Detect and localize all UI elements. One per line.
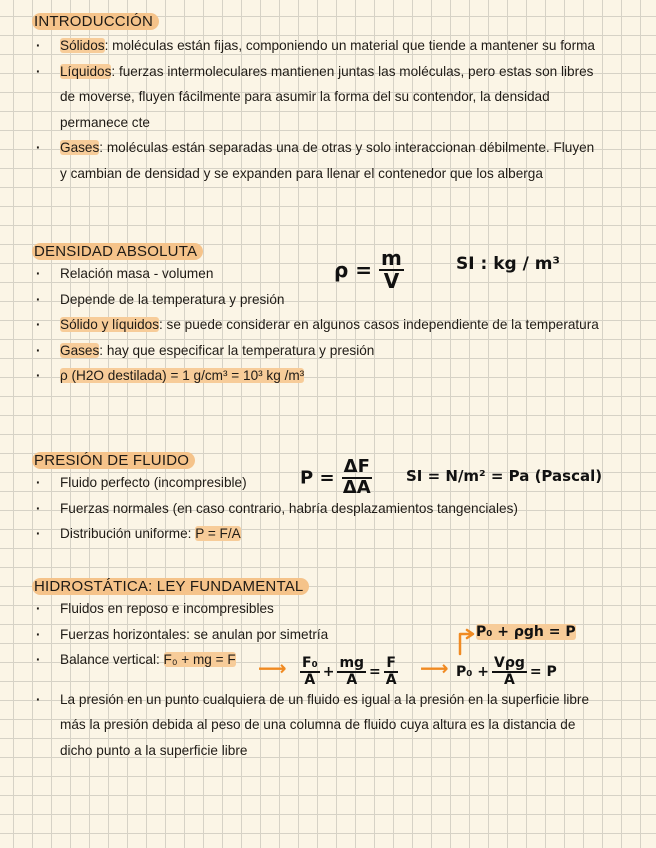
list-item: · Fluidos en reposo e incompresibles <box>32 596 640 622</box>
eq1-equals: = <box>369 663 381 680</box>
eq1-frac-3 <box>384 656 399 687</box>
final-equation-text: P₀ + ρgh = P <box>476 624 576 640</box>
liquidos-text-2: de moverse, fluyen fácilmente para asumir la forma del su contendor, la densidad <box>60 89 550 104</box>
presion-heading: PRESIÓN DE FLUIDO <box>32 452 195 469</box>
eq1-plus: + <box>322 663 335 680</box>
densidad-den: V <box>383 269 400 293</box>
ley-text-3: dicho punto a la superficie libre <box>60 742 248 758</box>
gases-text-2: y cambian de densidad y se expanden para llenar el contenedor que los alberga <box>60 165 543 181</box>
arrow-right-icon-2: ⟶ <box>420 656 449 680</box>
densidad-si: SI : kg / m³ <box>456 254 560 274</box>
eq1-frac-1 <box>300 656 320 687</box>
intro-section <box>32 13 640 186</box>
term-solido-liquidos: Sólido y líquidos <box>60 317 159 332</box>
list-item: · Fuerzas horizontales: se anulan por simetría <box>32 622 640 648</box>
list-item <box>32 135 640 186</box>
presion-formula <box>300 458 373 498</box>
presion-fraction <box>341 458 373 498</box>
intro-heading: INTRODUCCIÓN <box>32 13 159 30</box>
solido-liquidos-text: : se puede considerar en algunos casos independiente de la temperatura <box>159 317 599 332</box>
eq2-p0: P₀ + <box>456 663 489 680</box>
list-item <box>32 521 640 547</box>
presion-si: SI = N/m² = Pa (Pascal) <box>406 467 603 485</box>
list-item <box>32 33 640 59</box>
distribucion-text: Distribución uniforme: <box>60 526 196 541</box>
eq1-den-2: A <box>346 671 358 688</box>
liquidos-text-1: : fuerzas intermoleculares mantienen juntas las moléculas, pero estas son libres <box>111 63 594 79</box>
intro-list <box>32 33 640 186</box>
balance-hl: F₀ + mg = F <box>163 652 236 667</box>
arrow-right-icon: ⟶ <box>258 656 287 680</box>
gases-densidad-text: : hay que especificar la temperatura y presión <box>99 342 375 358</box>
presion-lhs: P = <box>300 467 335 489</box>
eq1-frac-2 <box>337 656 366 687</box>
densidad-fraction <box>379 248 404 292</box>
densidad-formula <box>334 248 404 292</box>
term-gases: Gases <box>60 140 100 155</box>
eq2-rhs: = P <box>529 663 557 680</box>
ley-text-2: más la presión debida al peso de una columna de fluido cuya altura es la distancia de <box>60 717 576 732</box>
densidad-lhs: ρ = <box>334 258 373 282</box>
eq1-num-3: F <box>386 655 396 671</box>
list-item <box>32 312 640 338</box>
densidad-agua: ρ (H2O destilada) = 1 g/cm³ = 10³ kg /m³ <box>60 368 305 383</box>
densidad-heading: DENSIDAD ABSOLUTA <box>32 243 203 260</box>
list-item: · Fluido perfecto (incompresible) <box>32 470 640 496</box>
liquidos-text-3: permanece cte <box>60 114 150 130</box>
list-item <box>32 363 640 389</box>
arrow-up-icon <box>452 624 476 656</box>
list-item <box>32 59 640 136</box>
eq1-den-3: A <box>385 671 397 688</box>
pressure-equation <box>456 656 557 687</box>
eq2-frac <box>492 656 527 687</box>
term-liquidos: Líquidos <box>60 63 112 79</box>
presion-den: ΔA <box>342 476 371 498</box>
eq2-num: Vρg <box>494 655 525 671</box>
ley-text-1: La presión en un punto cualquiera de un fluido es igual a la presión en la superficie libre <box>60 691 590 707</box>
gases-text-1: : moléculas están separadas una de otras y solo interaccionan débilmente. Fluyen <box>99 140 595 155</box>
balance-text: Balance vertical: <box>60 652 164 667</box>
list-item: · Fuerzas normales (en caso contrario, habría desplazamientos tangenciales) <box>32 496 640 522</box>
hidro-list-2 <box>32 687 640 764</box>
eq1-num-2: mg <box>339 655 365 671</box>
presion-num: ΔF <box>343 456 370 477</box>
eq1-num-1: F₀ <box>302 655 318 671</box>
term-solidos: Sólidos <box>60 38 105 53</box>
solidos-text: : moléculas están fijas, componiendo un material que tiende a mantener su forma <box>104 38 595 53</box>
presion-hl: P = F/A <box>195 526 241 541</box>
balance-equation <box>300 656 399 687</box>
final-equation <box>476 624 576 640</box>
list-item <box>32 338 640 364</box>
list-item <box>32 687 640 764</box>
eq1-den-1: A <box>304 671 316 688</box>
list-item: · Depende de la temperatura y presión <box>32 287 640 313</box>
hidro-heading: HIDROSTÁTICA: LEY FUNDAMENTAL <box>32 578 309 595</box>
list-item: · Relación masa - volumen <box>32 261 640 287</box>
term-gases-densidad: Gases <box>60 342 100 358</box>
eq2-den: A <box>504 671 515 688</box>
densidad-num: m <box>381 246 402 270</box>
